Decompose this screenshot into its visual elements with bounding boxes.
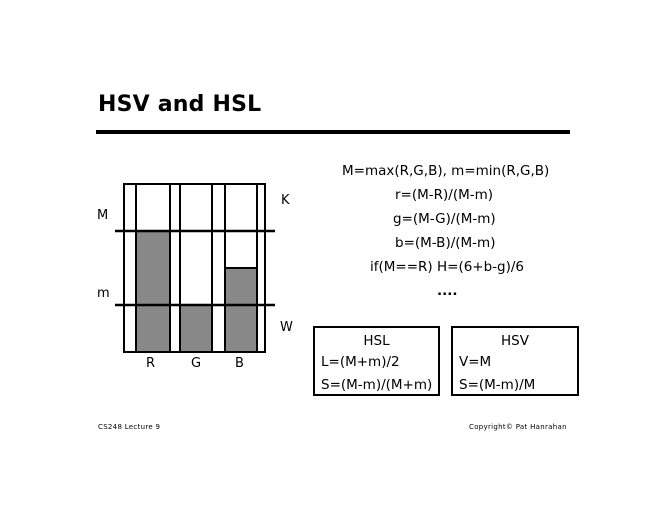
formula-r: r=(M-R)/(M-m) bbox=[395, 187, 494, 203]
label-M: M bbox=[97, 208, 109, 223]
footer-course: CS248 Lecture 9 bbox=[98, 423, 161, 431]
category-label-R: R bbox=[146, 356, 156, 371]
category-label-G: G bbox=[191, 356, 202, 371]
hsl-box bbox=[313, 326, 440, 396]
bar-b bbox=[225, 268, 257, 352]
label-W: W bbox=[280, 320, 293, 335]
hsv-value-formula: V=M bbox=[459, 354, 492, 370]
slide-title: HSV and HSL bbox=[98, 92, 262, 117]
label-m: m bbox=[97, 286, 110, 301]
formula-g: g=(M-G)/(M-m) bbox=[393, 211, 496, 227]
formula-max-min: M=max(R,G,B), m=min(R,G,B) bbox=[342, 163, 550, 179]
hsv-box bbox=[451, 326, 579, 396]
hsl-lightness-formula: L=(M+m)/2 bbox=[321, 354, 400, 370]
formula-ellipsis: .... bbox=[437, 283, 458, 299]
hsv-box-title: HSV bbox=[501, 333, 529, 349]
hsv-saturation-formula: S=(M-m)/M bbox=[459, 377, 536, 393]
footer-copyright: Copyright© Pat Hanrahan bbox=[469, 423, 567, 431]
label-K: K bbox=[281, 193, 290, 208]
formula-b: b=(M-B)/(M-m) bbox=[395, 235, 496, 251]
hsl-box-title: HSL bbox=[363, 333, 390, 349]
formula-hue: if(M==R) H=(6+b-g)/6 bbox=[370, 259, 525, 275]
hsl-saturation-formula: S=(M-m)/(M+m) bbox=[321, 377, 433, 393]
category-label-B: B bbox=[235, 356, 244, 371]
bar-r bbox=[136, 231, 170, 352]
bar-g bbox=[180, 305, 212, 352]
